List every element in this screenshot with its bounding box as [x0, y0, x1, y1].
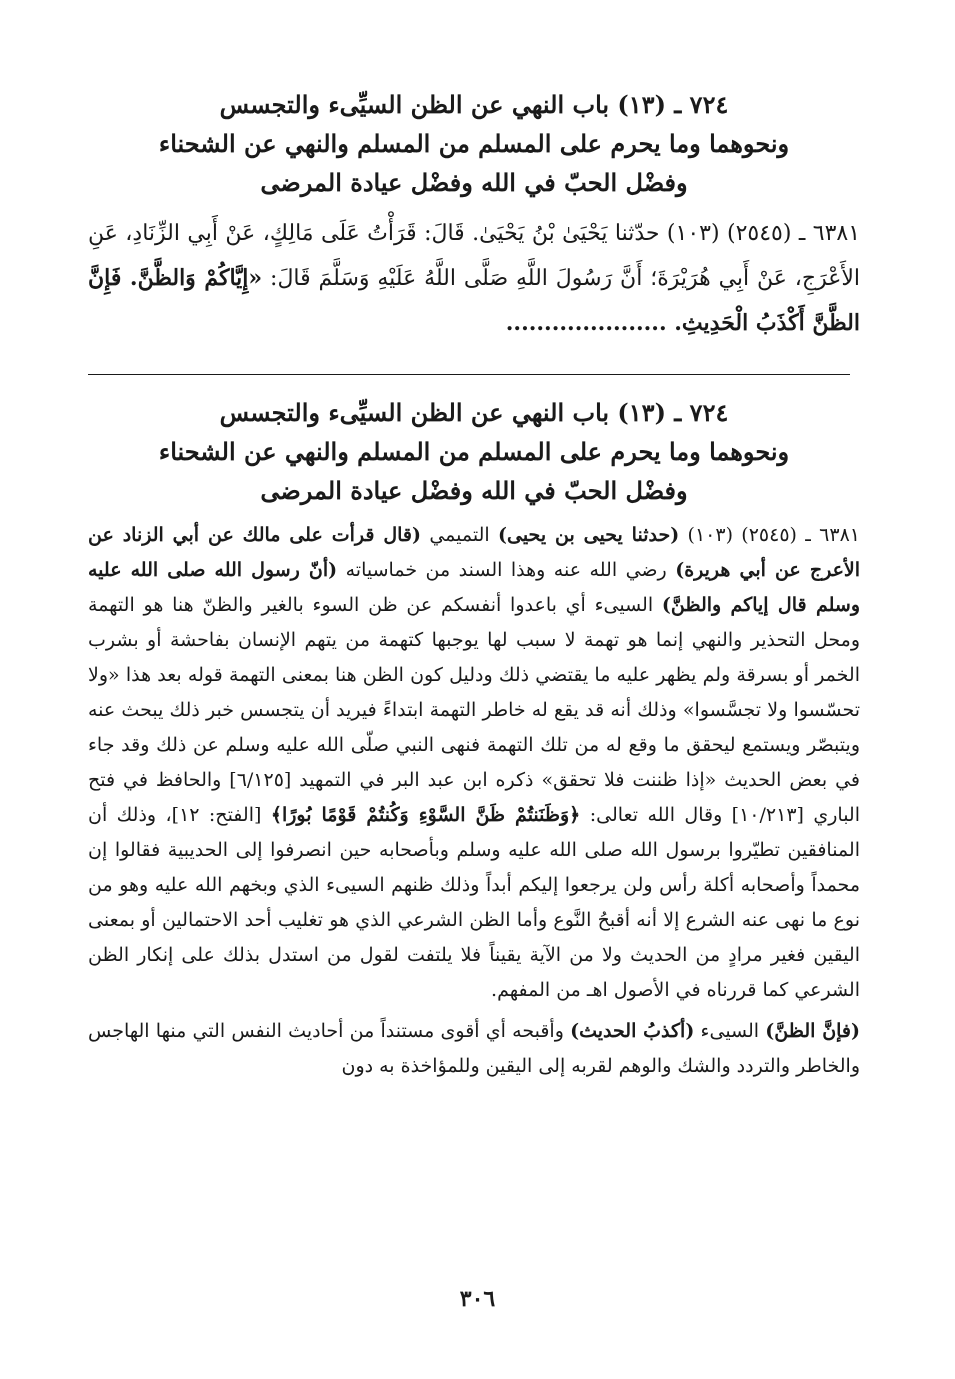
- chapter-title-line: وفضْل الحبّ في الله وفضْل عيادة المرضى: [260, 476, 688, 505]
- hadith-quote: «إِيَّاكُمْ وَالظَّنَّ. فَإِنَّ الظَّنَّ أَكْذَبُ الْحَدِيثِ. .....................: [88, 265, 860, 336]
- chapter-title-line: وفضْل الحبّ في الله وفضْل عيادة المرضى: [260, 168, 688, 197]
- commentary-text: رضي الله عنه وهذا السند من خماسياته: [337, 559, 676, 581]
- commentary-text: وأقبحه أي أقوى مستنداً من أحاديث النفس التي منها الهاجس والخاطر والتردد والشك والوهم لقربه إلى اليقين وللمؤاخذة به دون: [88, 1020, 860, 1077]
- commentary-bold: (أنّ رسول الله صلى الله عليه وسلم قال إياكم والظنَّ): [88, 559, 860, 616]
- commentary-text: ٦٣٨١ ـ (٢٥٤٥) (١٠٣): [679, 524, 860, 546]
- commentary-text: التميمي: [421, 524, 498, 546]
- commentary-bold: (حدثنا يحيى بن يحيى): [498, 524, 680, 546]
- page-number: ٣٠٦: [459, 1286, 496, 1312]
- chapter-title-line: ونحوهما وما يحرم على المسلم من المسلم والنهي عن الشحناء: [158, 437, 790, 466]
- chapter-title-line: ٧٢٤ ـ (١٣) باب النهي عن الظن السيِّىء والتجسس: [219, 90, 729, 119]
- quran-verse: ﴿وَظَنَنتُمْ ظَنَّ السَّوْءِ وَكُنتُمْ قَوْمًا بُورًا﴾: [270, 804, 581, 826]
- hadith-text: [88, 212, 860, 346]
- chapter-heading-bottom: [88, 393, 860, 510]
- chapter-heading-top: [88, 85, 860, 202]
- chapter-title-line: ونحوهما وما يحرم على المسلم من المسلم والنهي عن الشحناء: [158, 129, 790, 158]
- commentary-paragraph: [88, 1014, 860, 1084]
- commentary-bold: (أكذبُ الحديث): [570, 1020, 695, 1042]
- book-page: [88, 85, 860, 1365]
- chapter-title-line: ٧٢٤ ـ (١٣) باب النهي عن الظن السيِّىء والتجسس: [219, 398, 729, 427]
- commentary-text: السيىء: [694, 1020, 766, 1042]
- commentary-bold: (قال قرأت على مالك عن أبي الزناد عن الأعرج عن أبي هريرة): [88, 524, 861, 581]
- commentary-bold: (فإنَّ الظنَّ): [765, 1020, 861, 1042]
- commentary-paragraph: [88, 518, 860, 1008]
- section-divider: [88, 374, 850, 375]
- commentary-text: [الفتح: ١٢]، وذلك أن المنافقين تطيّروا برسول الله صلى الله عليه وسلم وبأصحابه حين انصرفوا إلى الحديبية فقالوا إن محمداً وأصحابه أكلة رأس ولن يرجعوا إليكم أبداً وذلك ظنهم السيىء الذي وبخهم الله عليه وهو من نوع ما نهى عنه الشرع إلا أنه أقبحُ النَّوع وأما الظن الشرعي الذي هو تغليب أحد الاحتمالين أو بمعنى اليقين فغير مرادٍ من الحديث ولا من الآية يقيناً فلا يلتفت لقول من استدل بذلك على إنكار الظن الشرعي كما قررناه في الأصول اهـ من المفهم.: [88, 804, 860, 1001]
- commentary-text: السيىء أي باعدوا أنفسكم عن ظن السوء بالغير والظنّ هنا هو التهمة ومحل التحذير والنهي إنما هو تهمة لا سبب لها يوجبها كتهمة من يتهم الإنسان بفاحشة أو بشرب الخمر أو بسرقة ولم يظهر عليه ما يقتضي ذلك ودليل كون الظن هنا بمعنى التهمة قوله بعد هذا «ولا تحسّسوا ولا تجسَّسوا» وذلك أنه قد يقع له خاطر التهمة ابتداءً فيريد أن يتجسس خبر ذلك يبحث عنه ويتبصّر ويستمع ليحقق ما وقع له من تلك التهمة فنهى النبي صلّى الله عليه وسلم عن ذلك وقد جاء في بعض الحديث «إذا ظننت فلا تحقق» ذكره ابن عبد البر في التمهيد [٦/١٢٥] والحافظ في فتح الباري [١٠/٢١٣] وقال الله تعالى:: [88, 594, 861, 826]
- hadith-isnad: ٦٣٨١ ـ (٢٥٤٥) (١٠٣) حدّثنا يَحْيَىٰ بْنُ يَحْيَىٰ. قَالَ: قَرَأْتُ عَلَى مَالِكٍ، عَنْ أَبِي الزِّنَادِ، عَنِ الأَعْرَجِ، عَنْ أَبِي هُرَيْرَةَ؛ أَنَّ رَسُولَ اللَّهِ صَلَّى اللَّهُ عَلَيْهِ وَسَلَّمَ قَالَ:: [88, 221, 861, 291]
